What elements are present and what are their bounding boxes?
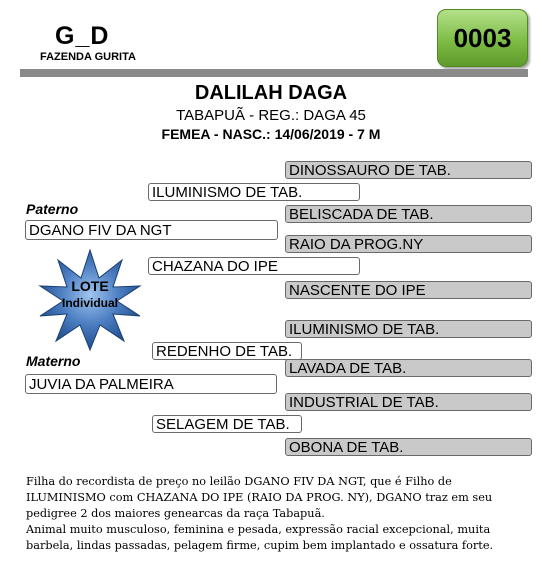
pedigree-paternal-granddam-sire: RAIO DA PROG.NY [285,235,532,253]
pedigree-maternal-granddam: SELAGEM DE TAB. [152,415,302,433]
pedigree-maternal-grandsire-sire: ILUMINISMO DE TAB. [285,320,532,338]
paterno-label: Paterno [26,201,79,217]
pedigree-maternal-granddam-dam: OBONA DE TAB. [285,438,532,456]
farm-logo: G_D [55,22,110,50]
pedigree-paternal-grandsire-dam: BELISCADA DE TAB. [285,205,532,223]
pedigree-maternal-granddam-sire: INDUSTRIAL DE TAB. [285,393,532,411]
badge-line-1: LOTE [71,278,109,294]
pedigree-sire: DGANO FIV DA NGT [25,220,278,240]
pedigree-paternal-granddam: CHAZANA DO IPE [148,257,360,275]
header-divider [20,69,528,77]
description-paragraph-2: Animal muito musculoso, feminina e pesada, expressão racial excepcional, muita barbela, lindas passadas, pelagem firme, cupim bem implantado e ossatura forte. [26,523,494,552]
animal-name: DALILAH DAGA [194,82,348,104]
badge-line-2: Individual [61,296,118,310]
pedigree-maternal-grandsire: REDENHO DE TAB. [152,342,302,360]
farm-name: FAZENDA GURITA [40,51,136,63]
pedigree-paternal-grandsire: ILUMINISMO DE TAB. [148,183,360,201]
pedigree-paternal-grandsire-sire: DINOSSAURO DE TAB. [285,161,532,179]
pedigree-maternal-grandsire-dam: LAVADA DE TAB. [285,359,532,377]
description-text [26,474,531,554]
breed-registration: TABAPUÃ - REG.: DAGA 45 [176,107,366,124]
pedigree-dam: JUVIA DA PALMEIRA [25,374,277,394]
materno-label: Materno [26,353,81,369]
lot-number-badge: 0003 [437,9,528,67]
description-paragraph-1: Filha do recordista de preço no leilão DGANO FIV DA NGT, que é Filho de ILUMINISMO com CHAZANA DO IPE (RAIO DA PROG. NY), DGANO traz em seu pedigree 2 dos maiores genearcas da raça Tabapuã. [26,475,493,520]
sex-birth-date: FEMEA - NASC.: 14/06/2019 - 7 M [161,126,381,142]
pedigree-paternal-granddam-dam: NASCENTE DO IPE [285,281,532,299]
